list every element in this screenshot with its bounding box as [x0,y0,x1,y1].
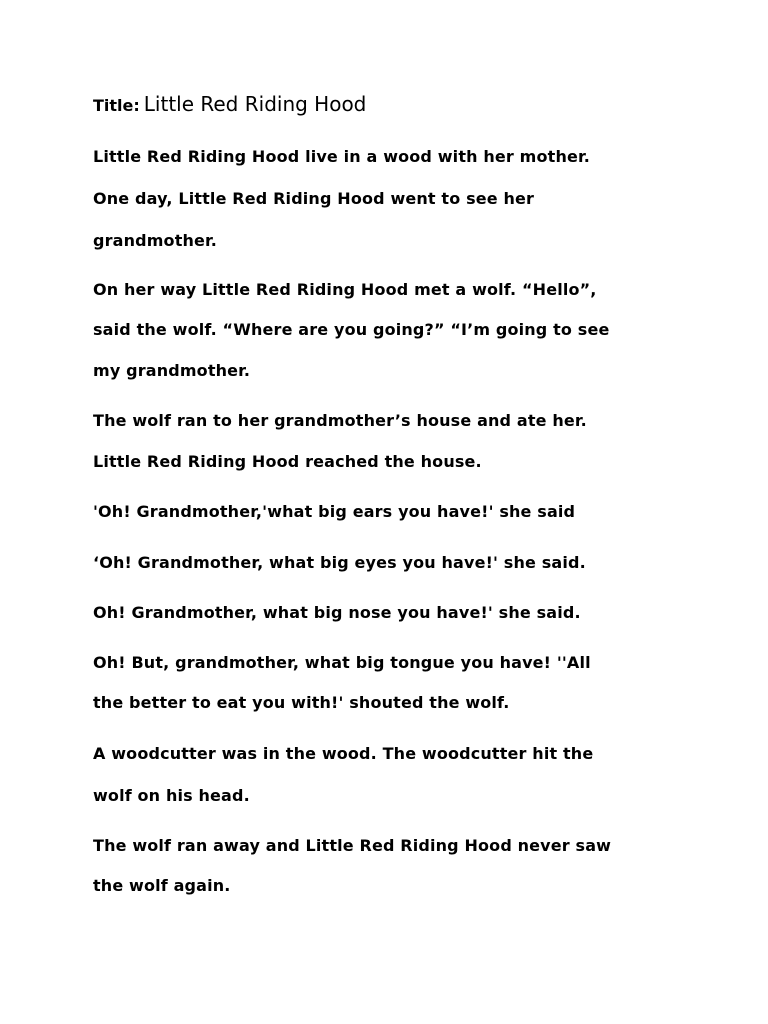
story-title [93,89,366,121]
story-line: The wolf ran to her grandmother’s house and ate her. [93,411,587,430]
story-line: ‘Oh! Grandmother, what big eyes you have!' she said. [93,553,586,572]
story-line: the better to eat you with!' shouted the wolf. [93,693,510,712]
title-text: Little Red Riding Hood [143,92,367,116]
story-line: One day, Little Red Riding Hood went to see her [93,189,535,208]
story-line: wolf on his head. [93,786,250,805]
story-line: said the wolf. “Where are you going?” “I’m going to see [93,320,610,339]
story-line: On her way Little Red Riding Hood met a wolf. “Hello”, [93,280,597,299]
story-line: Little Red Riding Hood reached the house. [93,452,482,471]
story-line: A woodcutter was in the wood. The woodcutter hit the [93,744,594,763]
story-line: my grandmother. [93,361,251,380]
story-line: Oh! Grandmother, what big nose you have!' she said. [93,603,581,622]
title-prefix: Title: [93,96,140,115]
story-line: Oh! But, grandmother, what big tongue you have! ''All [93,653,591,672]
story-line: grandmother. [93,231,218,250]
story-line: Little Red Riding Hood live in a wood with her mother. [93,147,590,166]
story-line: the wolf again. [93,876,231,895]
story-line: The wolf ran away and Little Red Riding Hood never saw [93,836,612,855]
story-line: 'Oh! Grandmother,'what big ears you have!' she said [93,502,576,521]
